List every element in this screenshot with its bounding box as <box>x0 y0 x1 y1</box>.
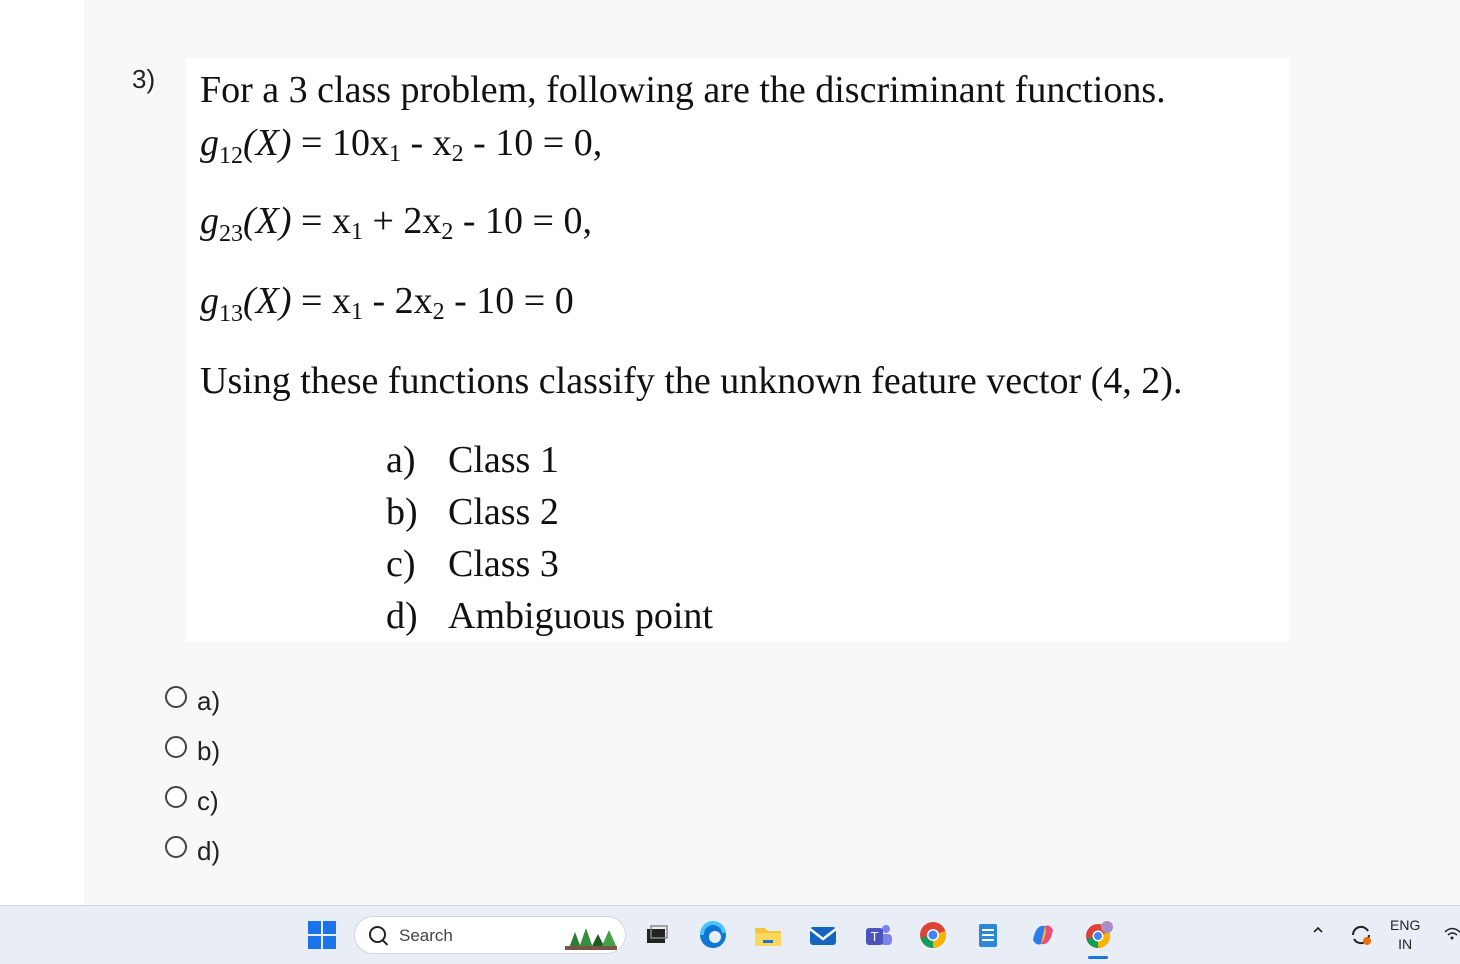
copilot-icon[interactable] <box>1028 920 1058 950</box>
question-image <box>186 58 1289 642</box>
option-c: c) Class 3 <box>386 543 559 585</box>
file-explorer-icon[interactable] <box>753 920 783 950</box>
answer-d[interactable] <box>165 822 220 872</box>
answer-b[interactable] <box>165 722 220 772</box>
radio-c[interactable] <box>165 786 187 808</box>
answer-d-label: d) <box>197 835 221 866</box>
answer-c[interactable] <box>165 772 220 822</box>
chrome-icon[interactable] <box>918 920 948 950</box>
taskbar-search[interactable] <box>354 916 626 954</box>
option-d: d) Ambiguous point <box>386 595 713 637</box>
function-g13: $g_{13}(X) = x1 - 2x2 - 10 = 0$ <box>200 280 574 327</box>
chevron-up-icon[interactable] <box>1312 924 1324 936</box>
svg-text:T: T <box>870 930 879 944</box>
search-icon <box>369 926 386 943</box>
answer-c-label: c) <box>197 785 219 816</box>
language-indicator[interactable]: ENG IN <box>1390 917 1421 952</box>
function-g12: $g_{12}(X) = 10x1 - x2 - 10 = 0$, <box>200 122 603 169</box>
task-view-icon[interactable] <box>642 920 672 950</box>
mail-icon[interactable] <box>808 920 838 950</box>
option-b: b) Class 2 <box>386 491 559 533</box>
option-a: a) Class 1 <box>386 439 559 481</box>
question-options <box>386 438 713 646</box>
radio-a[interactable] <box>165 686 187 708</box>
windows-start-icon[interactable] <box>308 921 336 949</box>
left-margin <box>0 0 84 905</box>
question-intro: For a 3 class problem, following are the discriminant functions. <box>200 69 1166 111</box>
answer-choices <box>165 672 220 872</box>
function-g23: $g_{23}(X) = x1 + 2x2 - 10 = 0$, <box>200 200 592 247</box>
search-highlight-icon <box>565 922 617 950</box>
notepad-icon[interactable] <box>973 920 1003 950</box>
teams-icon[interactable] <box>863 920 893 950</box>
wifi-icon[interactable] <box>1444 924 1460 942</box>
answer-a-label: a) <box>197 685 221 716</box>
sync-icon[interactable] <box>1348 922 1374 948</box>
edge-icon[interactable] <box>698 920 728 950</box>
search-placeholder: Search <box>399 926 453 945</box>
active-app-indicator <box>1088 956 1108 959</box>
question-prompt: Using these functions classify the unknown feature vector (4, 2). <box>200 360 1183 402</box>
taskbar <box>0 905 1460 964</box>
question-number: 3) <box>132 64 156 94</box>
answer-a[interactable] <box>165 672 220 722</box>
chrome-profile-icon[interactable] <box>1083 920 1113 950</box>
answer-b-label: b) <box>197 735 221 766</box>
radio-b[interactable] <box>165 736 187 758</box>
radio-d[interactable] <box>165 836 187 858</box>
